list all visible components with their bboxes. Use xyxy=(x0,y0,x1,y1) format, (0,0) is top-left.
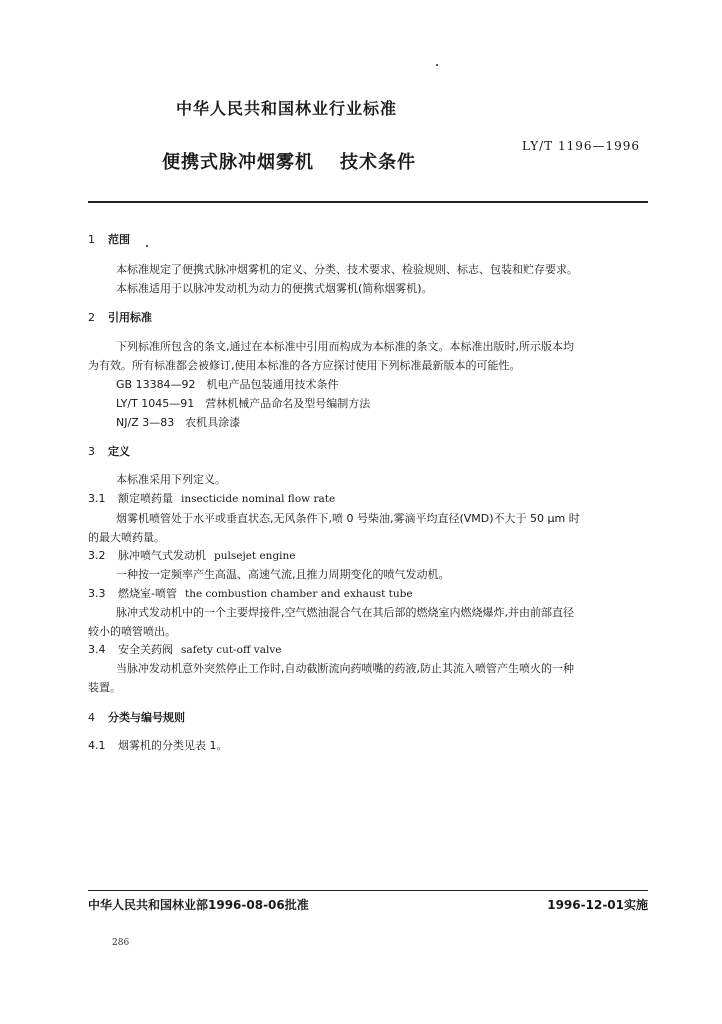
definition-text: 一种按一定频率产生高温、高速气流,且推力周期变化的喷气发动机。 xyxy=(116,568,450,581)
section-number: 3 xyxy=(88,445,95,458)
issuing-authority-title: 中华人民共和国林业行业标准 xyxy=(176,99,398,118)
section-1-heading xyxy=(88,231,130,247)
clause-number: 3.4 xyxy=(88,643,106,656)
term-zh: 安全关药阀 xyxy=(118,643,173,656)
section-title: 分类与编号规则 xyxy=(108,711,185,724)
paragraph: 本标准采用下列定义。 xyxy=(116,473,226,486)
section-title: 引用标准 xyxy=(108,311,152,324)
term-en: insecticide nominal flow rate xyxy=(181,493,336,505)
clause xyxy=(88,737,228,753)
definition-heading xyxy=(88,641,281,657)
title-part-2: 技术条件 xyxy=(340,152,416,173)
section-number: 2 xyxy=(88,311,95,324)
definition-text: 当脉冲发动机意外突然停止工作时,自动截断流向药喷嘴的药液,防止其流入喷管产生喷火的一种 xyxy=(116,662,574,675)
page-number: 286 xyxy=(112,938,130,948)
paragraph: 本标准规定了便携式脉冲烟雾机的定义、分类、技术要求、检验规则、标志、包装和贮存要求。 xyxy=(116,263,578,276)
term-zh: 燃烧室-喷管 xyxy=(118,587,177,600)
approval-line: 中华人民共和国林业部1996-08-06批准 xyxy=(88,898,309,912)
section-number: 4 xyxy=(88,711,95,724)
definition-text: 的最大喷药量。 xyxy=(88,531,165,544)
standard-number: LY/T 1196—1996 xyxy=(522,139,641,153)
section-4-heading xyxy=(88,709,185,725)
clause-number: 3.1 xyxy=(88,492,106,505)
section-title: 范围 xyxy=(108,233,130,246)
document-title xyxy=(162,148,416,174)
paragraph: 下列标准所包含的条文,通过在本标准中引用而构成为本标准的条文。本标准出版时,所示版本均 xyxy=(116,340,574,353)
reference-item: GB 13384—92 机电产品包装通用技术条件 xyxy=(116,378,339,391)
title-part-1: 便携式脉冲烟雾机 xyxy=(162,152,314,173)
section-title: 定义 xyxy=(108,445,130,458)
term-zh: 脉冲喷气式发动机 xyxy=(118,549,206,562)
paragraph: 本标准适用于以脉冲发动机为动力的便携式烟雾机(简称烟雾机)。 xyxy=(116,282,433,295)
footer-divider xyxy=(88,890,648,891)
section-3-heading xyxy=(88,443,130,459)
header-divider xyxy=(88,201,648,203)
clause-number: 4.1 xyxy=(88,739,106,752)
definition-text: 装置。 xyxy=(88,681,121,694)
term-en: the combustion chamber and exhaust tube xyxy=(184,588,413,600)
scan-speck xyxy=(436,64,438,66)
definition-heading xyxy=(88,585,413,601)
definition-text: 较小的喷管喷出。 xyxy=(88,625,176,638)
term-zh: 额定喷药量 xyxy=(118,492,173,505)
reference-item: LY/T 1045—91 营林机械产品命名及型号编制方法 xyxy=(116,397,371,410)
paragraph-continuation: 为有效。所有标准都会被修订,使用本标准的各方应探讨使用下列标准最新版本的可能性。 xyxy=(88,359,521,372)
term-en: safety cut-off valve xyxy=(181,644,282,656)
definition-heading xyxy=(88,547,296,563)
definition-text: 脉冲式发动机中的一个主要焊接件,空气燃油混合气在其后部的燃烧室内燃烧爆炸,并由前部直径 xyxy=(116,606,574,619)
section-number: 1 xyxy=(88,233,95,246)
definition-text: 烟雾机喷管处于水平或垂直状态,无风条件下,喷 0 号柴油,雾滴平均直径(VMD)不大于 50 μm 时 xyxy=(116,512,580,525)
clause-text: 烟雾机的分类见表 1。 xyxy=(118,739,228,752)
scan-speck xyxy=(146,245,148,247)
definition-heading xyxy=(88,490,335,506)
section-2-heading xyxy=(88,309,152,325)
reference-item: NJ/Z 3—83 农机具涂漆 xyxy=(116,416,241,429)
clause-number: 3.3 xyxy=(88,587,106,600)
implementation-date: 1996-12-01实施 xyxy=(547,898,648,912)
term-en: pulsejet engine xyxy=(214,550,296,562)
clause-number: 3.2 xyxy=(88,549,106,562)
